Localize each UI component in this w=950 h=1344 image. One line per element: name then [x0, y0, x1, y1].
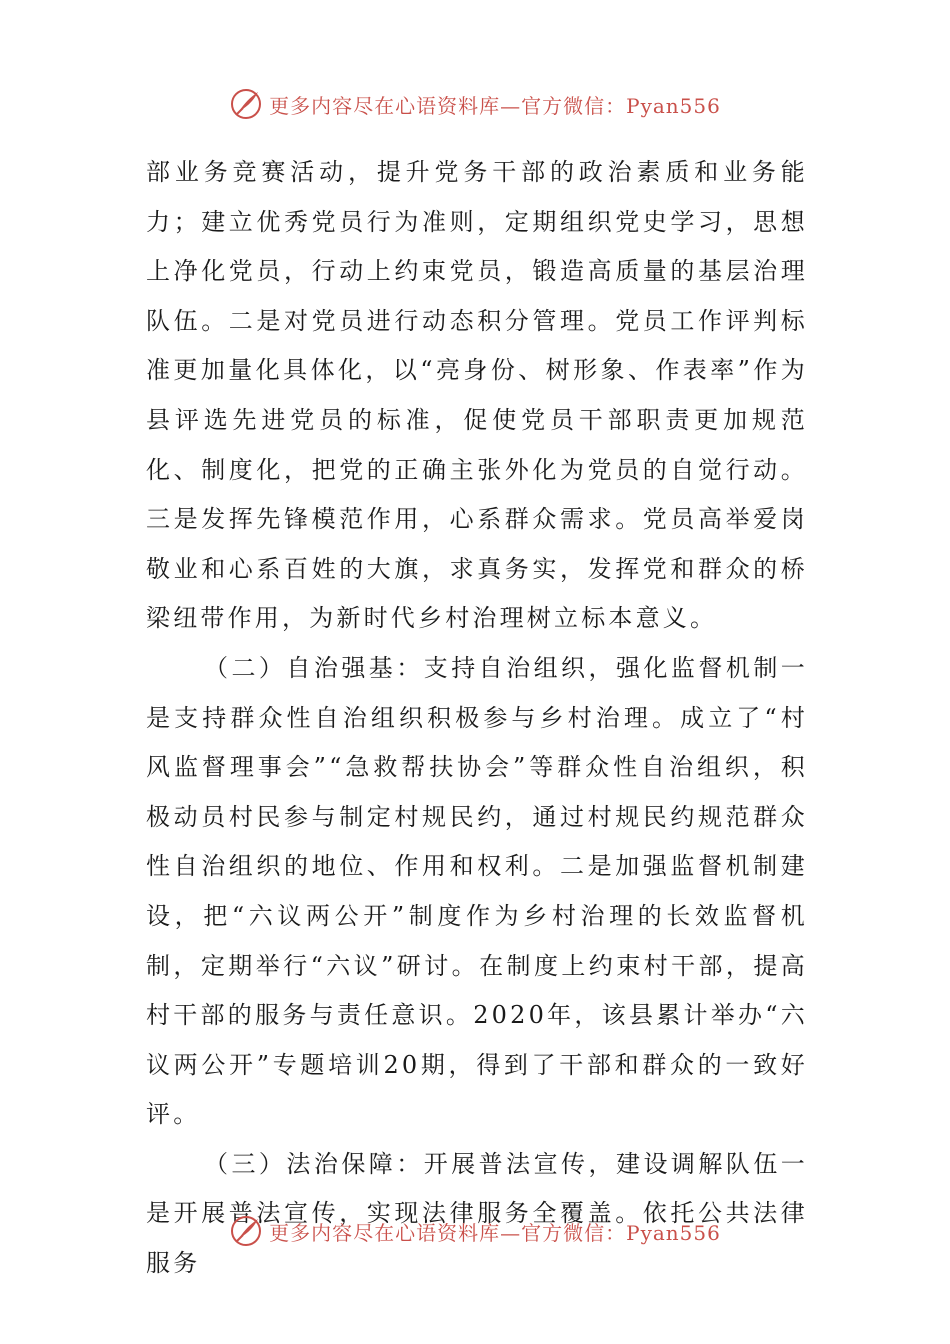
- paragraph-section-heading: （三）法治保障：开展普法宣传，建设调解队伍一是开展普法宣传，实现法律服务全覆盖。依托公共法律服务: [146, 1149, 808, 1278]
- document-body: [146, 148, 808, 1289]
- footer-watermark: [0, 1209, 950, 1253]
- quill-logo-icon: [229, 1214, 263, 1248]
- paragraph: 部业务竞赛活动，提升党务干部的政治素质和业务能力；建立优秀党员行为准则，定期组织党史学习，思想上净化党员，行动上约束党员，锻造高质量的基层治理队伍。二是对党员进行动态积分管理。党员工作评判标准更加量化具体化，以“亮身份、树形象、作表率”作为县评选先进党员的标准，促使党员干部职责更加规范化、制度化，把党的正确主张外化为党员的自觉行动。三是发挥先锋模范作用，心系群众需求。党员高举爱岗敬业和心系百姓的大旗，求真务实，发挥党和群众的桥梁纽带作用，为新时代乡村治理树立标本意义。: [146, 158, 808, 633]
- quill-logo-icon: [229, 87, 263, 121]
- header-watermark: [0, 82, 950, 126]
- paragraph-section-heading: （二）自治强基：支持自治组织，强化监督机制一是支持群众性自治组织积极参与乡村治理。成立了“村风监督理事会”“急救帮扶协会”等群众性自治组织，积极动员村民参与制定村规民约，通过村规民约规范群众性自治组织的地位、作用和权利。二是加强监督机制建设，把“六议两公开”制度作为乡村治理的长效监督机制，定期举行“六议”研讨。在制度上约束村干部，提高村干部的服务与责任意识。2020年，该县累计举办“六议两公开”专题培训20期，得到了干部和群众的一致好评。: [146, 653, 808, 1129]
- watermark-text: 更多内容尽在心语资料库—官方微信：Pyan556: [269, 93, 721, 118]
- watermark-text: 更多内容尽在心语资料库—官方微信：Pyan556: [269, 1220, 721, 1245]
